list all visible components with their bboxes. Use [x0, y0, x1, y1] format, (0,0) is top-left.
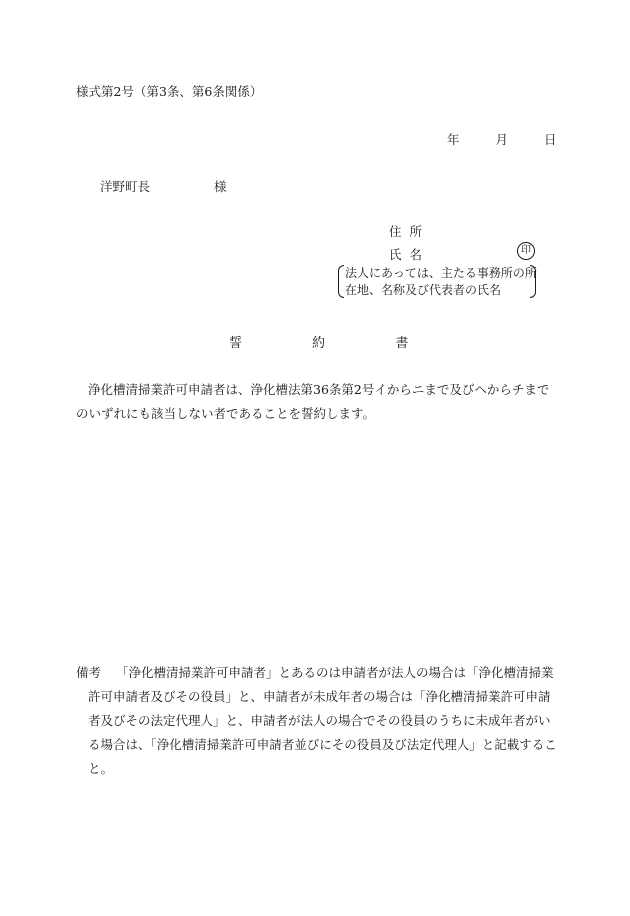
- corporation-note-text: [345, 265, 537, 299]
- form-number: 様式第2号（第3条、第6条関係）: [76, 84, 263, 99]
- document-title: [229, 332, 408, 351]
- remarks-text: 「浄化槽清掃業許可申請者」とあるのは申請者が法人の場合は「浄化槽清掃業許可申請者及びその役員」と、申請者が未成年者の場合は「浄化槽清掃業許可申請者及びその法定代理人」と、申請者が法人の場合でその役員のうちに未成年者がいる場合は、「浄化槽清掃業許可申請者並びにその役員及び法定代理人」と記載すること。: [88, 665, 557, 776]
- remarks: [76, 661, 562, 781]
- corporation-note-line-2: 在地、名称及び代表者の氏名: [345, 283, 502, 297]
- bracket-left: [338, 265, 344, 298]
- address-label: 住所: [389, 224, 431, 239]
- corporation-note-line-1: 法人にあっては、主たる事務所の所: [345, 266, 537, 280]
- corporation-note: [338, 265, 536, 297]
- addressee: [100, 177, 227, 195]
- title-char-1: 誓: [229, 336, 243, 351]
- addressee-honorific: 様: [214, 179, 227, 194]
- bracket-right: [530, 265, 536, 298]
- pledge-body: 浄化槽清掃業許可申請者は、浄化槽法第36条第2号イからニまで及びヘからチまでのいずれにも該当しない者であることを誓約します。: [76, 382, 550, 421]
- date-month-label: 月: [495, 132, 509, 147]
- date-day-label: 日: [544, 132, 557, 147]
- title-char-3: 書: [395, 336, 409, 351]
- remarks-label: 備考: [76, 665, 102, 680]
- seal-mark: 印: [517, 242, 535, 260]
- date-year-label: 年: [447, 132, 460, 147]
- title-char-2: 約: [312, 336, 326, 351]
- name-label: 氏名: [389, 247, 431, 262]
- addressee-name: 洋野町長: [100, 179, 151, 194]
- date-line: [447, 130, 557, 148]
